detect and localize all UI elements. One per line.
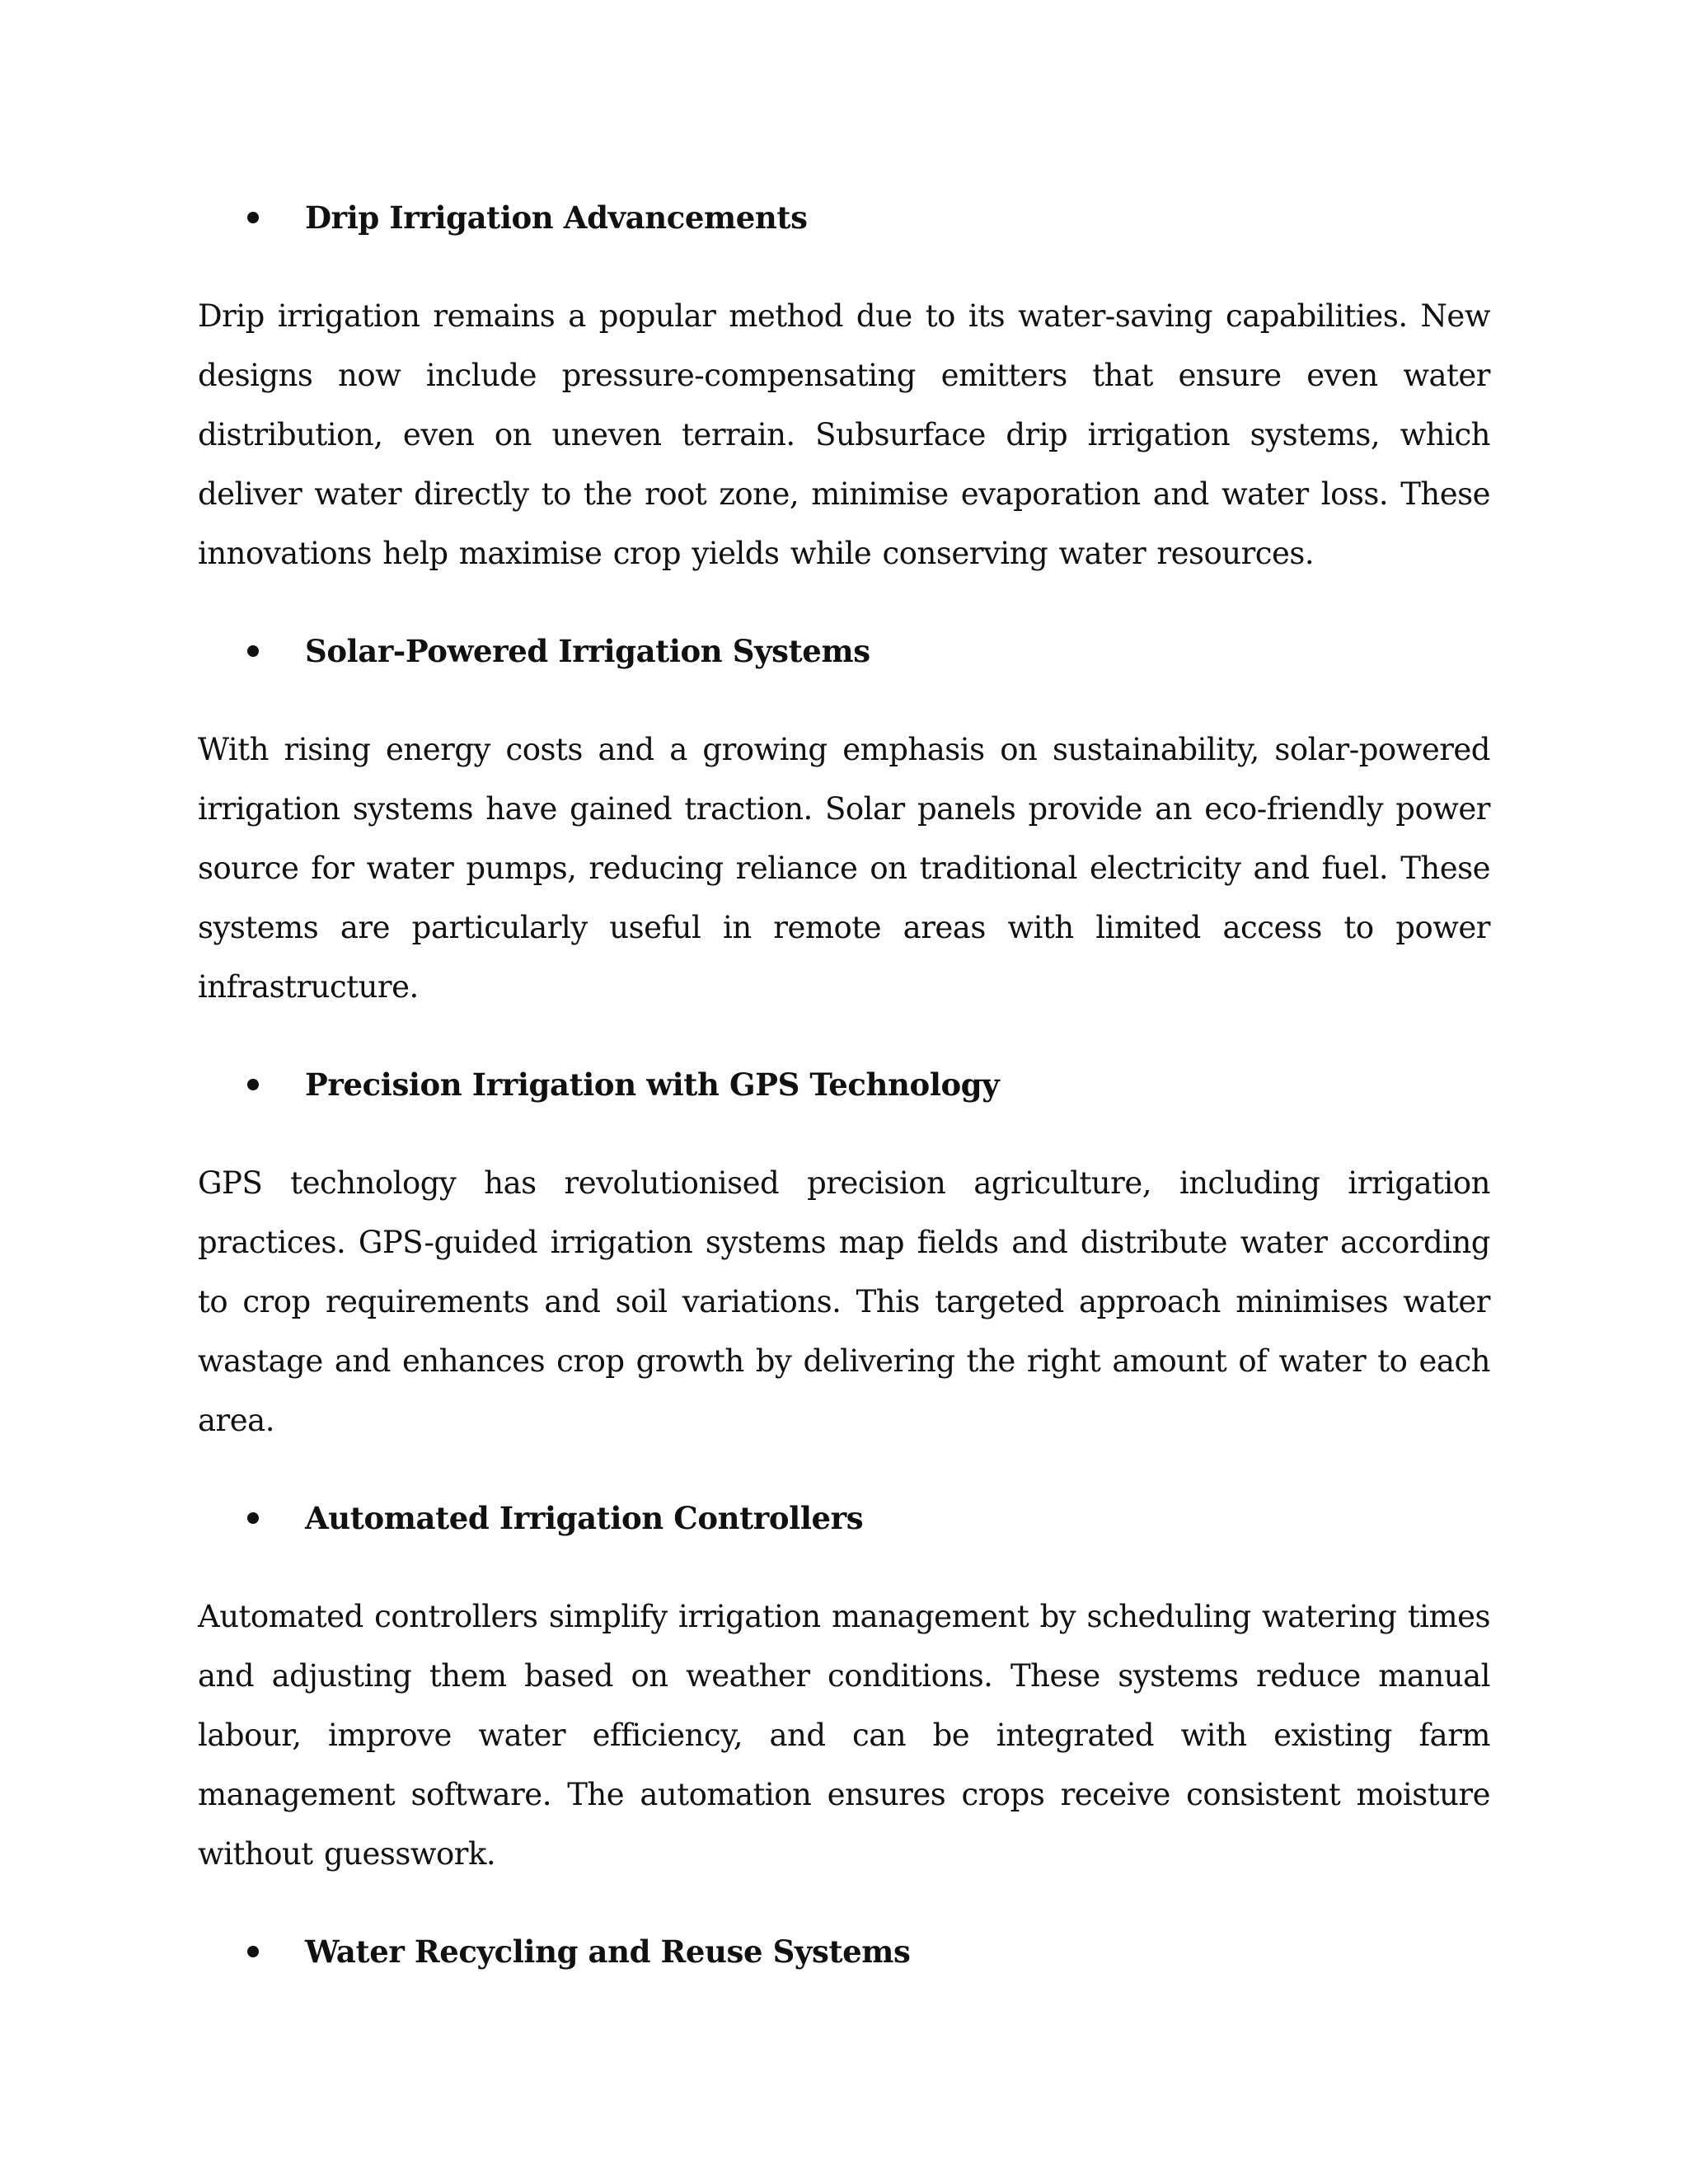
section-heading	[198, 1492, 1490, 1544]
heading-text: Solar-Powered Irrigation Systems	[305, 633, 870, 669]
bullet-icon	[247, 645, 259, 657]
heading-text: Water Recycling and Reuse Systems	[305, 1933, 911, 1970]
section-paragraph: GPS technology has revolutionised precision agriculture, including irrigation practices. GPS-guided irrigation systems map fields and distribute water according to crop requirements and soil variations. This targeted approach minimises water wastage and enhances crop growth by delivering the right amount of water to each area.	[198, 1165, 1490, 1438]
bullet-icon	[247, 1079, 259, 1090]
bullet-icon	[247, 212, 259, 223]
section-water-recycling	[198, 1925, 1490, 1978]
section-paragraph: Automated controllers simplify irrigation management by scheduling watering times and adjusting them based on weather conditions. These systems reduce manual labour, improve water efficiency, and can be integrated with existing farm management software. The automation ensures crops receive consistent moisture without guesswork.	[198, 1599, 1490, 1872]
bullet-icon	[247, 1946, 259, 1957]
section-heading	[198, 1925, 1490, 1978]
section-gps-irrigation	[198, 1058, 1490, 1451]
heading-text: Automated Irrigation Controllers	[305, 1500, 864, 1536]
bullet-icon	[247, 1512, 259, 1524]
section-heading	[198, 625, 1490, 677]
document-page	[198, 191, 1490, 2021]
section-paragraph: With rising energy costs and a growing emphasis on sustainability, solar-powered irrigation systems have gained traction. Solar panels provide an eco-friendly power source for water pumps, reducing reliance on traditional electricity and fuel. These systems are particularly useful in remote areas with limited access to power infrastructure.	[198, 732, 1490, 1005]
section-automated-controllers	[198, 1492, 1490, 1884]
heading-text: Precision Irrigation with GPS Technology	[305, 1066, 1000, 1103]
section-heading	[198, 1058, 1490, 1111]
heading-text: Drip Irrigation Advancements	[305, 199, 808, 236]
section-paragraph: Drip irrigation remains a popular method due to its water-saving capabilities. New designs now include pressure-compensating emitters that ensure even water distribution, even on uneven terrain. Subsurface drip irrigation systems, which deliver water directly to the root zone, minimise evaporation and water loss. These innovations help maximise crop yields while conserving water resources.	[198, 298, 1490, 571]
section-heading	[198, 191, 1490, 244]
section-solar-irrigation	[198, 625, 1490, 1017]
section-drip-irrigation	[198, 191, 1490, 583]
